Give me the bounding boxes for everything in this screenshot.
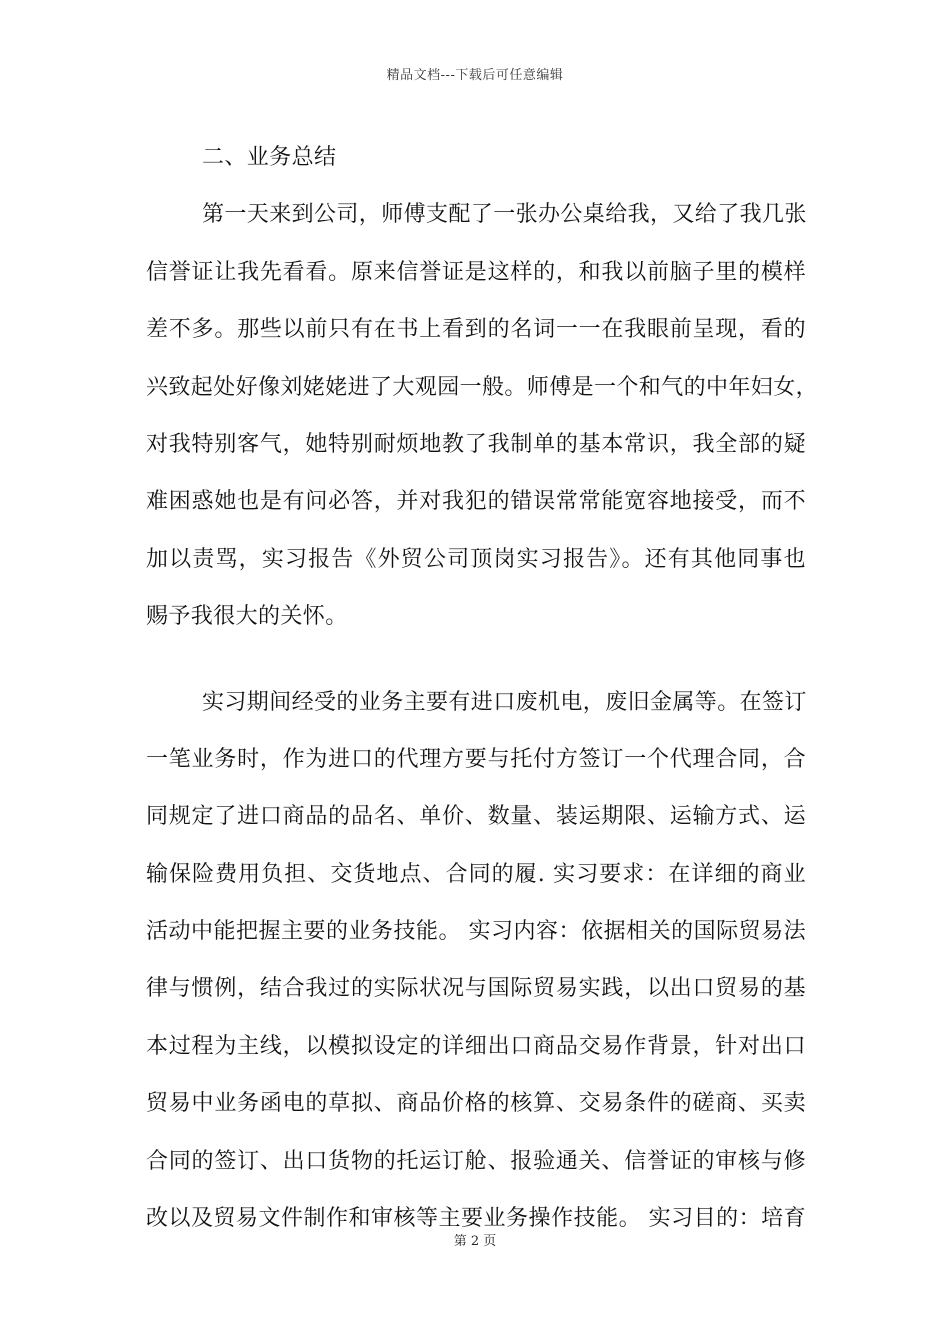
paragraph-line: 本过程为主线，以模拟设定的详细出口商品交易作背景，针对出口	[146, 1033, 806, 1059]
paragraph-1	[146, 186, 819, 645]
paragraph-line: 律与惯例，结合我过的实际状况与国际贸易实践，以出口贸易的基	[146, 976, 806, 1002]
paragraph-gap	[146, 646, 806, 674]
paragraph-line: 信誉证让我先看看。原来信誉证是这样的，和我以前脑子里的模样	[146, 259, 806, 285]
paragraph-line: 合同的签订、出口货物的托运订舱、报验通关、信誉证的审核与修	[146, 1148, 806, 1174]
paragraph-line: 贸易中业务函电的草拟、商品价格的核算、交易条件的磋商、买卖	[146, 1091, 806, 1117]
paragraph-line: 兴致起处好像刘姥姥进了大观园一般。师傅是一个和气的中年妇女，	[146, 374, 819, 400]
page-number: 第 2 页	[453, 1234, 497, 1249]
paragraph-line: 同规定了进口商品的品名、单价、数量、装运期限、运输方式、运	[146, 804, 806, 830]
document-body	[146, 129, 819, 1247]
paragraph-line: 第一天来到公司，师傅支配了一张办公桌给我，又给了我几张	[202, 202, 807, 228]
paragraph-line: 对我特别客气，她特别耐烦地教了我制单的基本常识，我全部的疑	[146, 431, 806, 457]
paragraph-2	[146, 674, 806, 1248]
paragraph-line: 活动中能把握主要的业务技能。 实习内容：依据相关的国际贸易法	[146, 919, 806, 945]
paragraph-line: 难困惑她也是有问必答，并对我犯的错误常常能宽容地接受，而不	[146, 489, 806, 515]
page-header: 精品文档---下载后可任意编辑	[386, 68, 564, 83]
section-title: 二、业务总结	[202, 145, 337, 170]
paragraph-line: 赐予我很大的关怀。	[146, 604, 348, 630]
paragraph-line: 加以责骂，实习报告《外贸公司顶岗实习报告》。还有其他同事也	[146, 546, 806, 572]
paragraph-line: 差不多。那些以前只有在书上看到的名词一一在我眼前呈现，看的	[146, 317, 806, 343]
paragraph-line: 一笔业务时，作为进口的代理方要与托付方签订一个代理合同，合	[146, 746, 806, 772]
paragraph-line: 改以及贸易文件制作和审核等主要业务操作技能。 实习目的：培育	[146, 1206, 806, 1232]
paragraph-line: 输保险费用负担、交货地点、合同的履. 实习要求：在详细的商业	[146, 861, 806, 887]
paragraph-line: 实习期间经受的业务主要有进口废机电，废旧金属等。在签订	[202, 689, 807, 715]
